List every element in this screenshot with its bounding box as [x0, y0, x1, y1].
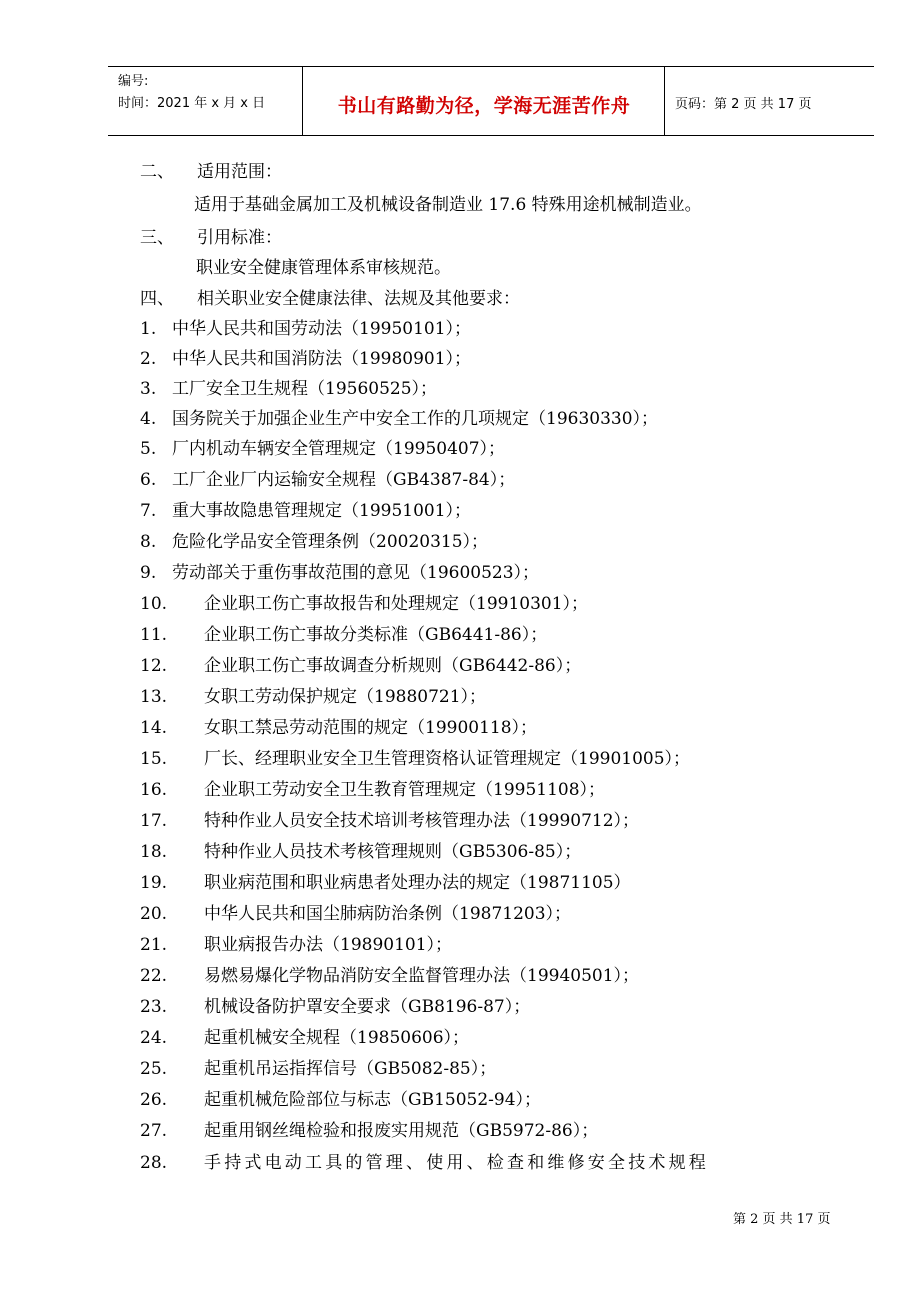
list-item-text: 工厂企业厂内运输安全规程（GB4387-84）； [172, 470, 516, 490]
list-item-number: 1. [140, 319, 157, 339]
list-item-text: 劳动部关于重伤事故范围的意见（19600523）； [172, 563, 540, 583]
list-item-text: 厂内机动车辆安全管理规定（19950407）； [172, 439, 506, 459]
section-number: 四、 [140, 289, 174, 309]
scope-paragraph: 适用于基础金属加工及机械设备制造业 17.6 特殊用途机械制造业。 [194, 195, 702, 215]
list-item-text: 女职工劳动保护规定（19880721）； [204, 687, 487, 707]
list-item-text: 职业病报告办法（19890101）； [204, 935, 453, 955]
list-item-text: 企业职工伤亡事故报告和处理规定（19910301）； [204, 594, 589, 614]
list-item-text: 企业职工伤亡事故调查分析规则（GB6442-86）； [204, 656, 582, 676]
list-item-number: 20. [140, 904, 168, 924]
list-item-text: 企业职工伤亡事故分类标准（GB6441-86）； [204, 625, 548, 645]
list-item-text: 手持式电动工具的管理、使用、检查和维修安全技术规程 [204, 1153, 709, 1173]
list-item-text: 女职工禁忌劳动范围的规定（19900118）； [204, 718, 538, 738]
list-item-text: 职业病范围和职业病患者处理办法的规定（19871105） [204, 873, 631, 893]
list-item-number: 8. [140, 532, 157, 552]
page-footer: 第 2 页 共 17 页 [733, 1212, 831, 1227]
header-info-cell [108, 67, 303, 135]
list-item-text: 特种作业人员技术考核管理规则（GB5306-85）； [204, 842, 582, 862]
list-item-number: 11. [140, 625, 168, 645]
list-item-number: 15. [140, 749, 168, 769]
list-item-text: 特种作业人员安全技术培训考核管理办法（19990712）； [204, 811, 640, 831]
list-item-text: 起重机械安全规程（19850606）； [204, 1028, 470, 1048]
list-item-number: 10. [140, 594, 168, 614]
list-item-number: 17. [140, 811, 168, 831]
list-item-text: 中华人民共和国尘肺病防治条例（19871203）； [204, 904, 572, 924]
document-number-label: 编号: [118, 74, 149, 89]
list-item-number: 13. [140, 687, 168, 707]
list-item-text: 厂长、经理职业安全卫生管理资格认证管理规定（19901005）； [204, 749, 691, 769]
list-item-number: 25. [140, 1059, 168, 1079]
list-item-text: 起重机吊运指挥信号（GB5082-85）； [204, 1059, 497, 1079]
section-title: 相关职业安全健康法律、法规及其他要求： [197, 289, 520, 309]
section-title: 适用范围： [197, 162, 282, 182]
list-item-number: 22. [140, 966, 168, 986]
list-item-number: 6. [140, 470, 157, 490]
list-item-number: 16. [140, 780, 168, 800]
section-number: 二、 [140, 162, 174, 182]
header-page-number: 页码：第 2 页 共 17 页 [675, 97, 812, 112]
list-item-number: 19. [140, 873, 168, 893]
standard-paragraph: 职业安全健康管理体系审核规范。 [196, 258, 451, 278]
list-item-number: 5. [140, 439, 157, 459]
list-item-number: 23. [140, 997, 168, 1017]
header-motto-cell [303, 67, 665, 135]
list-item-text: 易燃易爆化学物品消防安全监督管理办法（19940501）； [204, 966, 640, 986]
list-item-number: 9. [140, 563, 157, 583]
motto-text: 书山有路勤为径，学海无涯苦作舟 [337, 95, 631, 117]
section-number: 三、 [140, 228, 174, 248]
list-item-text: 中华人民共和国劳动法（19950101）； [172, 319, 472, 339]
list-item-number: 18. [140, 842, 168, 862]
list-item-number: 7. [140, 501, 157, 521]
list-item-text: 国务院关于加强企业生产中安全工作的几项规定（19630330）； [172, 409, 659, 429]
list-item-number: 4. [140, 409, 157, 429]
list-item-number: 2. [140, 349, 157, 369]
list-item-text: 中华人民共和国消防法（19980901）； [172, 349, 472, 369]
list-item-text: 起重用钢丝绳检验和报废实用规范（GB5972-86）； [204, 1121, 599, 1141]
list-item-text: 企业职工劳动安全卫生教育管理规定（19951108）； [204, 780, 606, 800]
list-item-number: 14. [140, 718, 168, 738]
document-time-label: 时间：2021 年 x 月 x 日 [118, 96, 266, 111]
list-item-text: 起重机械危险部位与标志（GB15052-94）； [204, 1090, 542, 1110]
page-header [108, 66, 874, 136]
list-item-text: 工厂安全卫生规程（19560525）； [172, 379, 438, 399]
list-item-number: 12. [140, 656, 168, 676]
list-item-text: 危险化学品安全管理条例（20020315）； [172, 532, 489, 552]
header-page-cell [665, 67, 874, 135]
list-item-number: 3. [140, 379, 157, 399]
list-item-number: 26. [140, 1090, 168, 1110]
list-item-number: 28. [140, 1153, 168, 1173]
section-title: 引用标准： [197, 228, 282, 248]
list-item-text: 重大事故隐患管理规定（19951001）； [172, 501, 472, 521]
list-item-number: 21. [140, 935, 168, 955]
list-item-number: 24. [140, 1028, 168, 1048]
list-item-number: 27. [140, 1121, 168, 1141]
list-item-text: 机械设备防护罩安全要求（GB8196-87）； [204, 997, 531, 1017]
